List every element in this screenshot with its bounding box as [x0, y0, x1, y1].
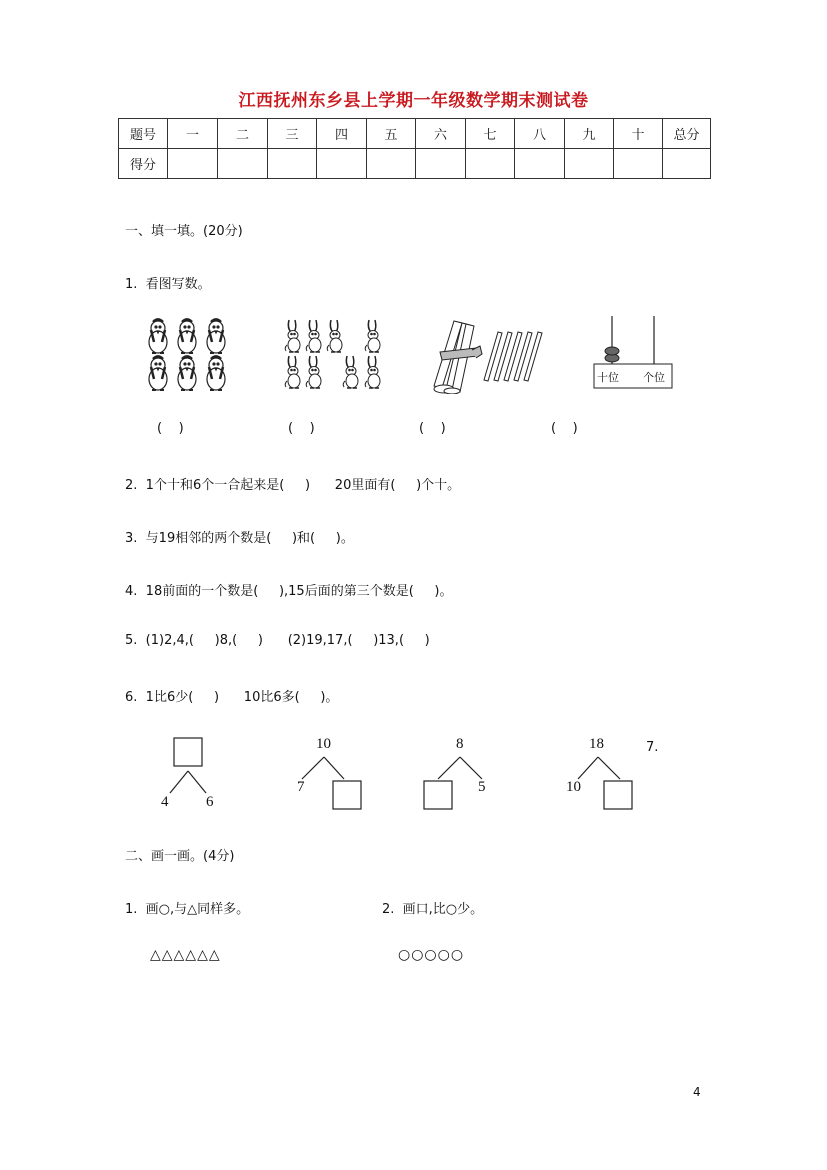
- tree-1-left: 4: [161, 794, 169, 810]
- score-table-col-header: 五: [367, 119, 416, 149]
- tree-2-top: 10: [316, 736, 331, 752]
- tree-3-top: 8: [456, 736, 464, 752]
- score-table-col-header: 六: [416, 119, 466, 149]
- score-table-score-row: [119, 149, 711, 179]
- tree-4-top: 18: [589, 736, 604, 752]
- score-cell[interactable]: [268, 149, 317, 179]
- score-table-col-header: 八: [515, 119, 565, 149]
- question-1-label: 1. 看图写数。: [125, 277, 211, 292]
- circles-row: ○○○○○: [398, 947, 465, 963]
- score-cell[interactable]: [168, 149, 218, 179]
- score-cell[interactable]: [663, 149, 711, 179]
- question-5: 5. (1)2,4,( )8,( ) (2)19,17,( )13,( ): [125, 633, 430, 648]
- score-cell[interactable]: [515, 149, 565, 179]
- answer-blank[interactable]: ( ): [551, 421, 578, 436]
- score-cell[interactable]: [317, 149, 367, 179]
- score-table-row-label: 题号: [119, 119, 168, 149]
- score-table-col-header: 十: [614, 119, 663, 149]
- triangles-row: △△△△△△: [150, 947, 221, 963]
- score-table-col-header: 七: [466, 119, 515, 149]
- number-tree-1: [148, 735, 228, 815]
- score-cell[interactable]: [416, 149, 466, 179]
- answer-blank[interactable]: ( ): [419, 421, 446, 436]
- question-6: 6. 1比6少( ) 10比6多( )。: [125, 690, 339, 705]
- section2-heading: 二、画一画。(4分): [125, 849, 235, 864]
- tree-1-right: 6: [206, 794, 214, 810]
- score-table-col-header: 总分: [663, 119, 711, 149]
- score-table-col-header: 九: [565, 119, 614, 149]
- question-3: 3. 与19相邻的两个数是( )和( )。: [125, 531, 354, 546]
- abacus-ones-label: 个位: [643, 371, 665, 384]
- score-table-header-row: [119, 119, 711, 149]
- score-cell[interactable]: [466, 149, 515, 179]
- penguins-picture: [146, 318, 240, 392]
- score-table-col-header: 二: [218, 119, 268, 149]
- score-cell[interactable]: [565, 149, 614, 179]
- score-table-col-header: 四: [317, 119, 367, 149]
- tree-2-left: 7: [297, 779, 305, 795]
- abacus-tens-label: 十位: [597, 371, 619, 384]
- score-cell[interactable]: [614, 149, 663, 179]
- sticks-picture: [432, 318, 544, 394]
- number-tree-4: [566, 735, 646, 815]
- score-cell[interactable]: [218, 149, 268, 179]
- question-4: 4. 18前面的一个数是( ),15后面的第三个数是( )。: [125, 584, 453, 599]
- draw-question-2: 2. 画口,比○少。: [382, 902, 484, 917]
- score-table-col-header: 三: [268, 119, 317, 149]
- score-table-col-header: 一: [168, 119, 218, 149]
- answer-blank[interactable]: ( ): [288, 421, 315, 436]
- score-cell[interactable]: [367, 149, 416, 179]
- section1-heading: 一、填一填。(20分): [125, 224, 243, 239]
- question-7-label: 7.: [646, 740, 659, 755]
- page-number: 4: [693, 1085, 701, 1099]
- score-table-row-label: 得分: [119, 149, 168, 179]
- rabbits-picture: [283, 318, 391, 392]
- page-title: 江西抚州东乡县上学期一年级数学期末测试卷: [238, 91, 589, 111]
- question-2: 2. 1个十和6个一合起来是( ) 20里面有( )个十。: [125, 478, 461, 493]
- tree-4-left: 10: [566, 779, 581, 795]
- score-table: [118, 118, 711, 179]
- draw-question-1: 1. 画○,与△同样多。: [125, 902, 250, 917]
- tree-3-right: 5: [478, 779, 486, 795]
- answer-blank[interactable]: ( ): [157, 421, 184, 436]
